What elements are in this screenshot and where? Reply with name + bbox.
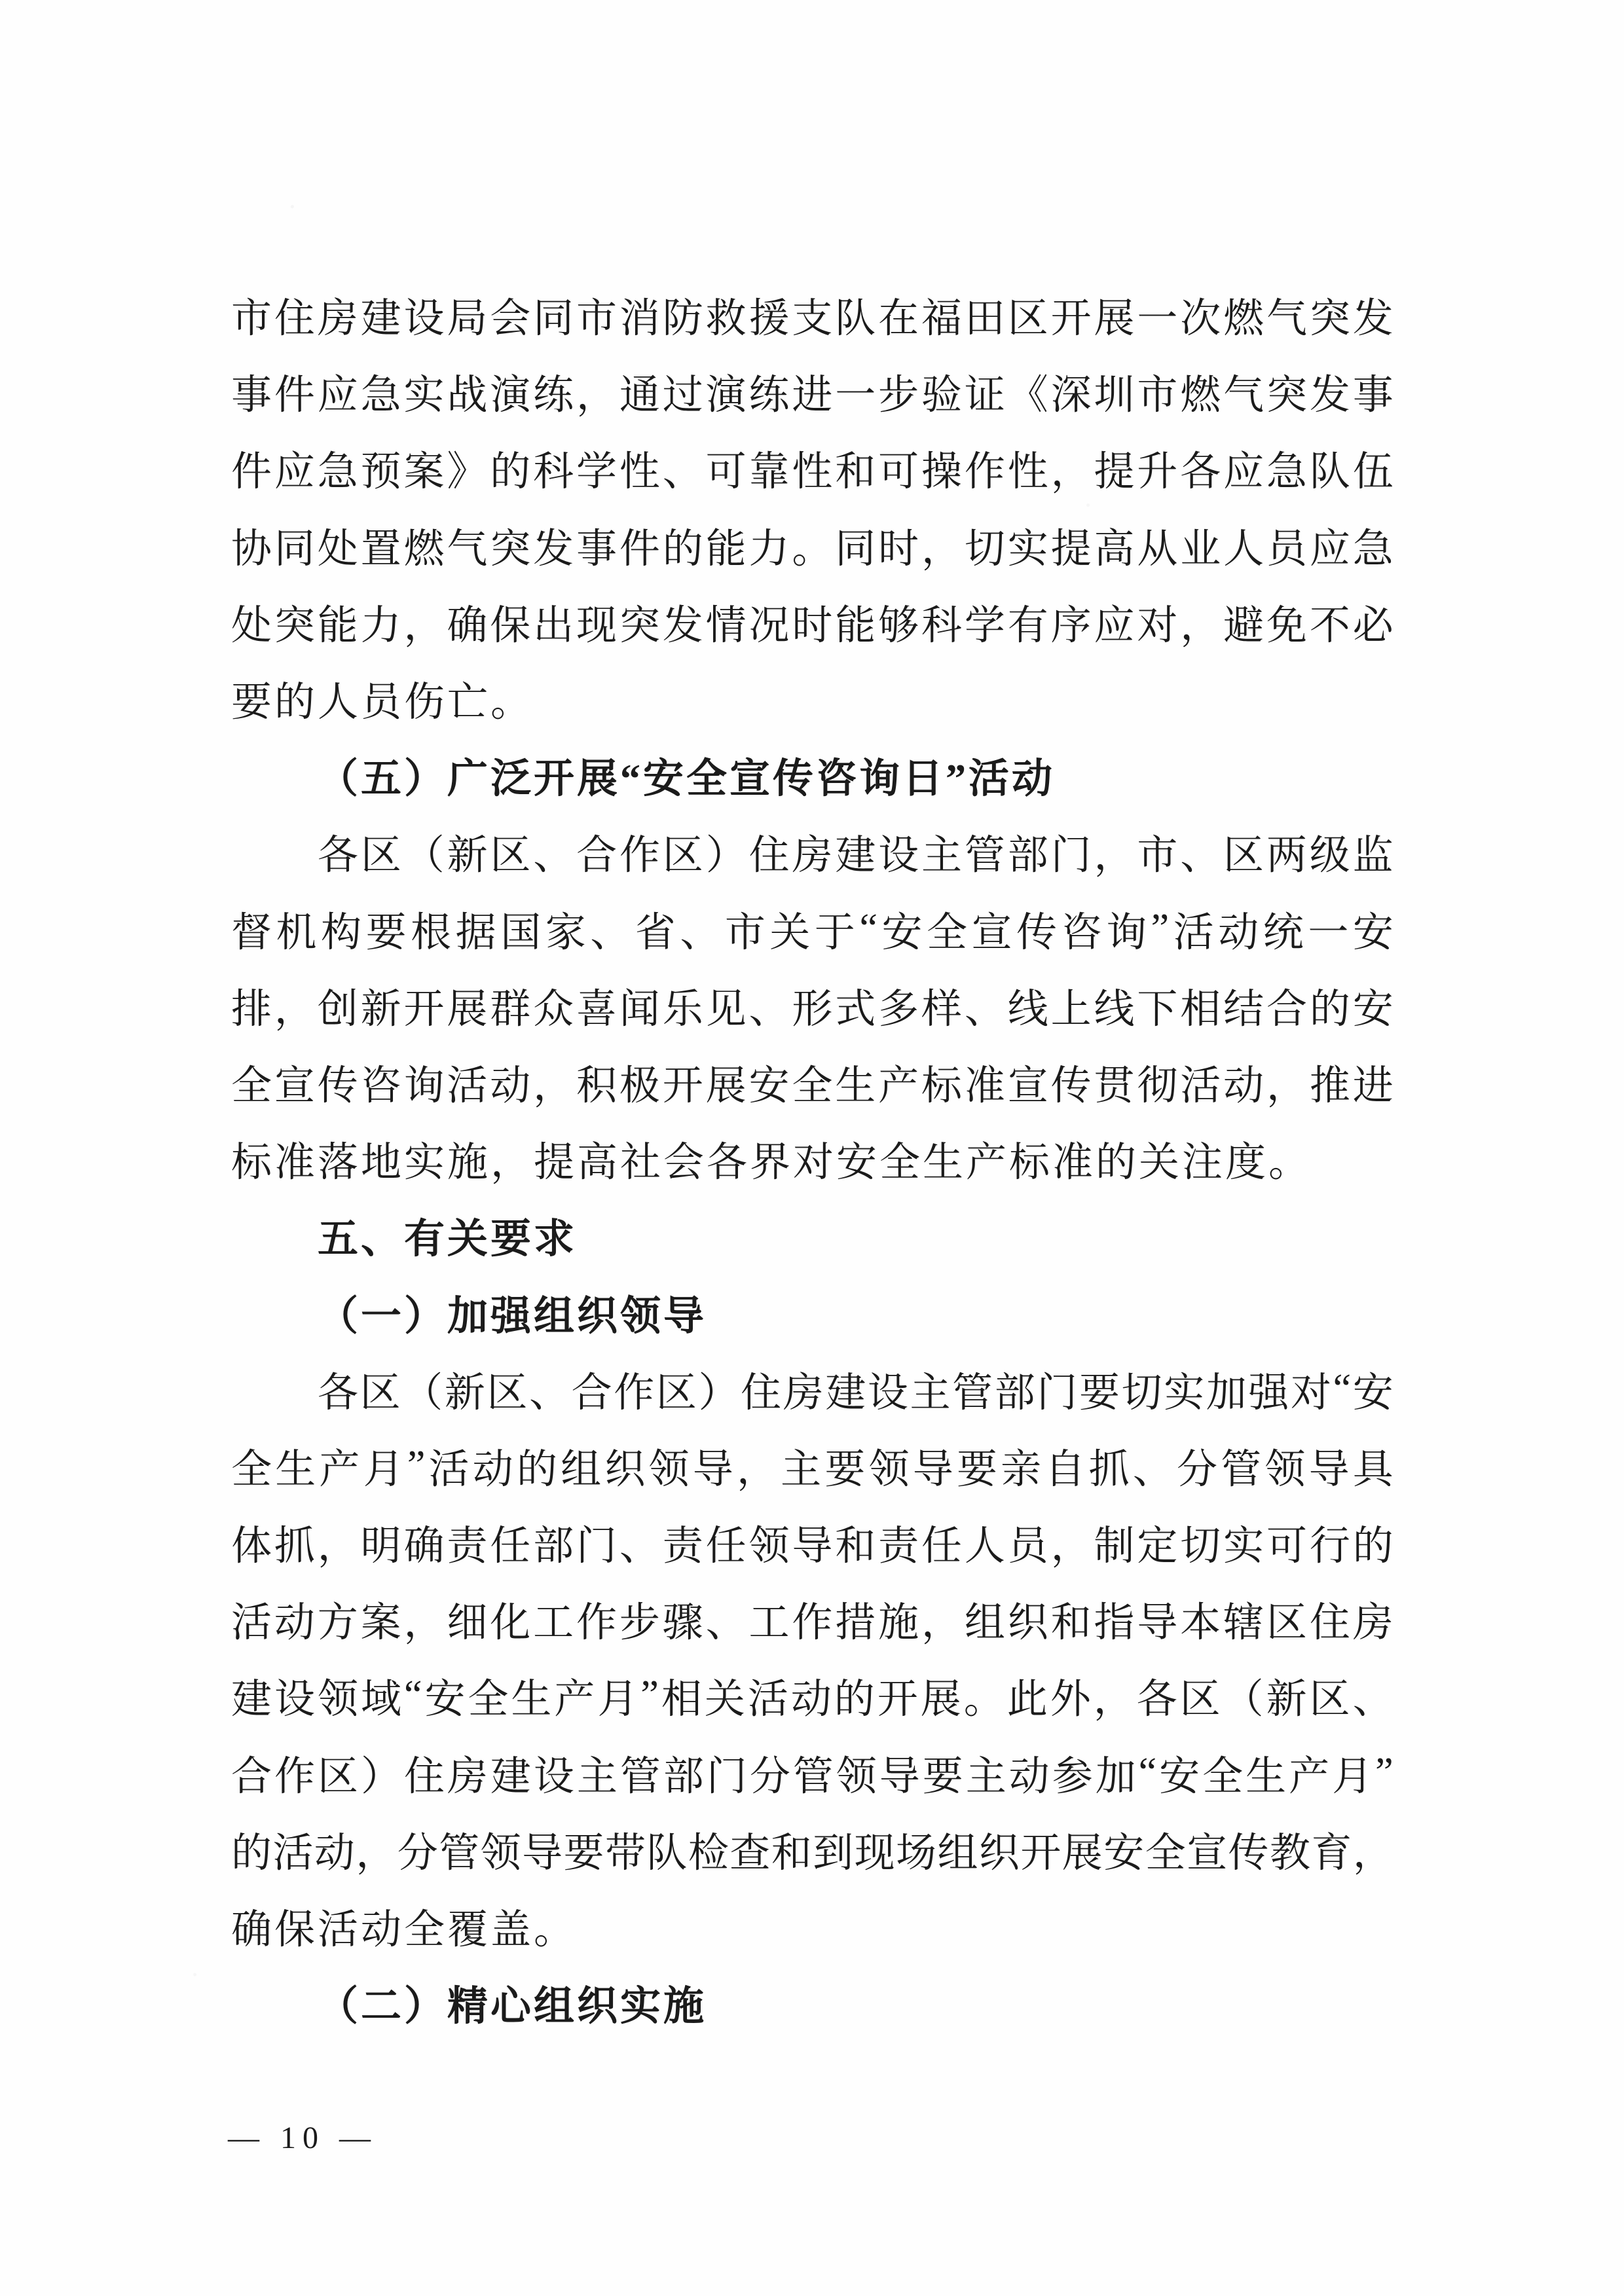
subsection-heading: （二）精心组织实施	[318, 1984, 707, 2030]
text-line: 各 区 （ 新 区 、 合 作 区 ） 住 房 建 设 主 管 部 门 ， 市 、 区 两 级 监	[318, 833, 1393, 879]
text-line: 活 动 方 案 ， 细 化 工 作 步 骤 、 工 作 措 施 ， 组 织 和 指 导 本 辖 区 住 房	[231, 1601, 1393, 1646]
text-line: 全 生 产 月 ” 活 动 的 组 织 领 导 ， 主 要 领 导 要 亲 自 抓 、 分 管 领 导 具	[231, 1442, 1393, 1492]
text-line: 各 区 （ 新 区 、 合 作 区 ） 住 房 建 设 主 管 部 门 要 切 实 加 强 对 “ 安	[318, 1366, 1393, 1415]
text-line: 协 同 处 置 燃 气 突 发 事 件 的 能 力 。 同 时 ， 切 实 提 高 从 业 人 员 应 急	[231, 526, 1393, 572]
page-number: — 10 —	[228, 2121, 377, 2155]
document-body	[231, 276, 1393, 2041]
text-line: 要的人员伤亡。	[231, 680, 534, 725]
text-line: 事 件 应 急 实 战 演 练 ， 通 过 演 练 进 一 步 验 证 《 深 圳 市 燃 气 突 发 事	[231, 373, 1393, 418]
subsection-heading: （五）广泛开展“安全宣传咨询日”活动	[318, 757, 1056, 802]
text-line: 件 应 急 预 案 》 的 科 学 性 、 可 靠 性 和 可 操 作 性 ， 提 升 各 应 急 队 伍	[231, 450, 1393, 495]
text-line: 确保活动全覆盖。	[231, 1908, 578, 1953]
subsection-heading: （一）加强组织领导	[318, 1294, 707, 1339]
text-line: 建 设 领 域 “ 安 全 生 产 月 ” 相 关 活 动 的 开 展 。 此 外 ， 各 区 （ 新 区 、	[231, 1673, 1393, 1722]
section-heading: 五、有关要求	[318, 1216, 578, 1262]
text-line: 全 宣 传 咨 询 活 动 ， 积 极 开 展 安 全 生 产 标 准 宣 传 贯 彻 活 动 ， 推 进	[231, 1063, 1393, 1108]
text-line: 的 活 动 ， 分 管 领 导 要 带 队 检 查 和 到 现 场 组 织 开 展 安 全 宣 传 教 育 ，	[231, 1831, 1393, 1876]
text-line: 市 住 房 建 设 局 会 同 市 消 防 救 援 支 队 在 福 田 区 开 展 一 次 燃 气 突 发	[231, 297, 1393, 342]
text-line: 标准落地实施，提高社会各界对安全生产标准的关注度。	[231, 1140, 1312, 1186]
text-line: 体 抓 ， 明 确 责 任 部 门 、 责 任 领 导 和 责 任 人 员 ， 制 定 切 实 可 行 的	[231, 1524, 1393, 1569]
text-line: 督 机 构 要 根 据 国 家 、 省 、 市 关 于 “ 安 全 宣 传 咨 询 ” 活 动 统 一 安	[231, 905, 1393, 955]
text-line: 处 突 能 力 ， 确 保 出 现 突 发 情 况 时 能 够 科 学 有 序 应 对 ， 避 免 不 必	[231, 603, 1393, 648]
text-line: 合 作 区 ） 住 房 建 设 主 管 部 门 分 管 领 导 要 主 动 参 加 “ 安 全 生 产 月 ”	[231, 1749, 1393, 1799]
text-line: 排 ， 创 新 开 展 群 众 喜 闻 乐 见 、 形 式 多 样 、 线 上 线 下 相 结 合 的 安	[231, 987, 1393, 1032]
